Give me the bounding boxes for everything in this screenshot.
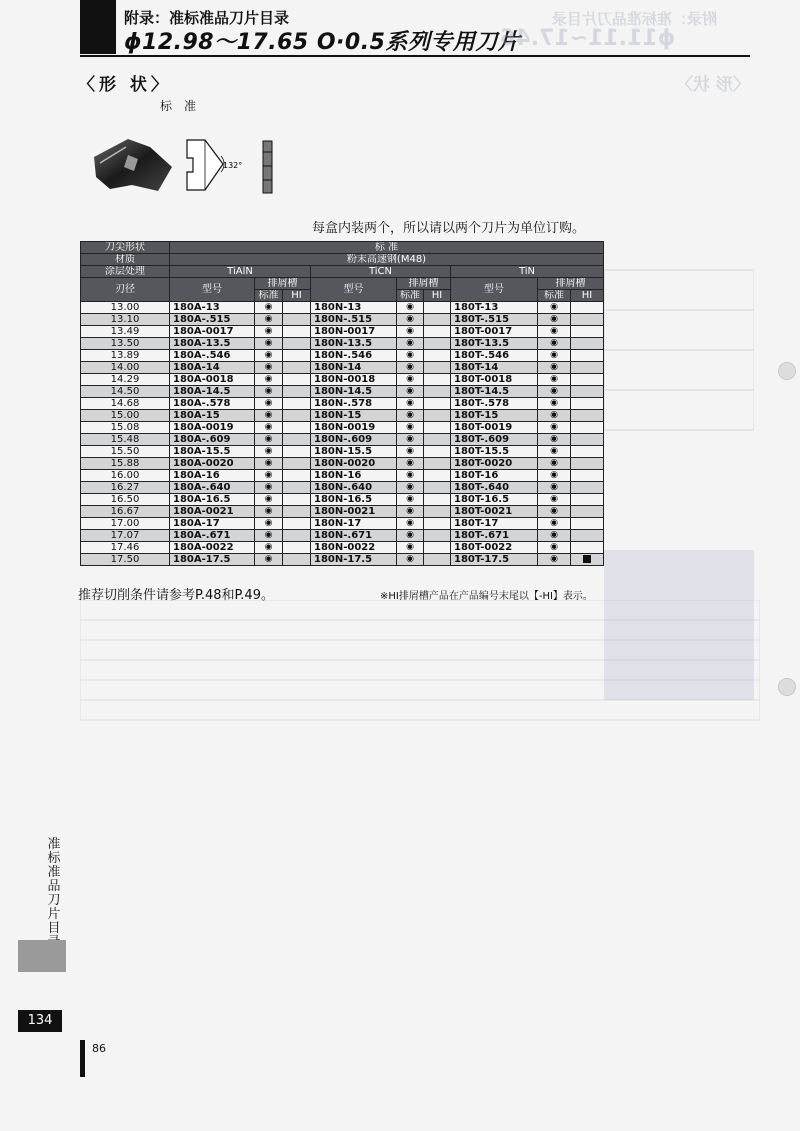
hi-mark-tin <box>571 302 604 314</box>
diameter-cell: 13.10 <box>81 314 170 326</box>
hi-mark-tin <box>571 458 604 470</box>
standard-mark-tialn: ◉ <box>255 470 283 482</box>
standard-mark-tialn: ◉ <box>255 494 283 506</box>
model-tialn-cell: 180A-.578 <box>170 398 255 410</box>
header-black-tab <box>80 0 116 54</box>
hi-mark-tialn <box>283 434 311 446</box>
hi-mark-ticn <box>424 482 451 494</box>
model-ticn-cell: 180N-17.5 <box>311 554 397 566</box>
hi-mark-ticn <box>424 530 451 542</box>
model-ticn-cell: 180N-14 <box>311 362 397 374</box>
hi-mark-tin <box>571 422 604 434</box>
hi-mark-ticn <box>424 554 451 566</box>
table-row <box>81 338 604 350</box>
model-ticn-cell: 180N-.515 <box>311 314 397 326</box>
header-rule <box>80 55 750 57</box>
table-row <box>81 374 604 386</box>
model-tialn-cell: 180A-15 <box>170 410 255 422</box>
header-groove-ticn: 排屑槽 <box>397 278 451 290</box>
hi-mark-ticn <box>424 506 451 518</box>
hi-mark-tin <box>571 350 604 362</box>
hi-mark-tin <box>571 542 604 554</box>
standard-mark-ticn: ◉ <box>397 410 424 422</box>
hi-mark-tin <box>571 398 604 410</box>
hi-mark-tialn <box>283 458 311 470</box>
model-tin-cell: 180T-16 <box>451 470 538 482</box>
model-ticn-cell: 180N-.609 <box>311 434 397 446</box>
standard-mark-tialn: ◉ <box>255 446 283 458</box>
standard-mark-tialn: ◉ <box>255 350 283 362</box>
table-row <box>81 362 604 374</box>
model-tialn-cell: 180A-0021 <box>170 506 255 518</box>
standard-mark-tin: ◉ <box>538 518 571 530</box>
header-hi-tialn: HI <box>283 290 311 302</box>
model-tialn-cell: 180A-.640 <box>170 482 255 494</box>
hi-mark-tialn <box>283 518 311 530</box>
model-tin-cell: 180T-.515 <box>451 314 538 326</box>
standard-mark-tialn: ◉ <box>255 410 283 422</box>
model-tialn-cell: 180A-14 <box>170 362 255 374</box>
page-number: 134 <box>18 1010 62 1032</box>
bottom-number: 86 <box>92 1042 106 1055</box>
binder-hole-bottom <box>778 678 796 696</box>
model-ticn-cell: 180N-.671 <box>311 530 397 542</box>
model-tin-cell: 180T-.546 <box>451 350 538 362</box>
header-model-tialn: 型号 <box>170 278 255 302</box>
hi-mark-ticn <box>424 458 451 470</box>
model-tialn-cell: 180A-.609 <box>170 434 255 446</box>
standard-mark-tin: ◉ <box>538 554 571 566</box>
model-tin-cell: 180T-0022 <box>451 542 538 554</box>
table-row <box>81 458 604 470</box>
model-ticn-cell: 180N-15 <box>311 410 397 422</box>
model-tialn-cell: 180A-.515 <box>170 314 255 326</box>
standard-mark-tialn: ◉ <box>255 506 283 518</box>
header-title: ϕ12.98～17.65 O·0.5系列专用刀片 <box>124 30 521 55</box>
standard-mark-ticn: ◉ <box>397 530 424 542</box>
hi-mark-tialn <box>283 470 311 482</box>
standard-mark-tin: ◉ <box>538 350 571 362</box>
model-tialn-cell: 180A-17 <box>170 518 255 530</box>
standard-mark-ticn: ◉ <box>397 422 424 434</box>
standard-mark-tialn: ◉ <box>255 338 283 350</box>
insert-photo <box>88 133 176 195</box>
hi-mark-tialn <box>283 446 311 458</box>
standard-mark-tialn: ◉ <box>255 398 283 410</box>
diameter-cell: 15.50 <box>81 446 170 458</box>
standard-mark-tin: ◉ <box>538 470 571 482</box>
hi-mark-tin <box>571 530 604 542</box>
hi-mark-tialn <box>283 326 311 338</box>
model-ticn-cell: 180N-0020 <box>311 458 397 470</box>
standard-mark-ticn: ◉ <box>397 314 424 326</box>
standard-mark-ticn: ◉ <box>397 302 424 314</box>
header-standard-tialn: 标准 <box>255 290 283 302</box>
standard-mark-tin: ◉ <box>538 482 571 494</box>
side-tab-label: 准标准品刀片目 <box>47 837 61 936</box>
bleed-through-header: 附录：准标准品刀片目录 <box>552 10 718 28</box>
standard-mark-ticn: ◉ <box>397 506 424 518</box>
diameter-cell: 14.29 <box>81 374 170 386</box>
header-model-ticn: 型号 <box>311 278 397 302</box>
table-row <box>81 482 604 494</box>
standard-mark-tialn: ◉ <box>255 458 283 470</box>
shape-section-title: 〈形 状〉 <box>78 75 172 95</box>
table-row <box>81 350 604 362</box>
angle-label: 132° <box>223 161 243 170</box>
standard-mark-tin: ◉ <box>538 506 571 518</box>
side-tab-marker <box>18 940 66 972</box>
standard-mark-ticn: ◉ <box>397 494 424 506</box>
header-coating: 涂层处理 <box>81 266 170 278</box>
table-row <box>81 314 604 326</box>
coating-tialn: TiAlN <box>170 266 311 278</box>
hi-mark-tialn <box>283 506 311 518</box>
standard-mark-ticn: ◉ <box>397 518 424 530</box>
model-ticn-cell: 180N-13.5 <box>311 338 397 350</box>
standard-mark-tialn: ◉ <box>255 386 283 398</box>
hi-mark-tialn <box>283 494 311 506</box>
material-value: 粉末高速钢(M48) <box>170 254 604 266</box>
table-row <box>81 410 604 422</box>
standard-mark-tialn: ◉ <box>255 518 283 530</box>
standard-mark-tialn: ◉ <box>255 314 283 326</box>
standard-mark-tialn: ◉ <box>255 374 283 386</box>
hi-mark-ticn <box>424 374 451 386</box>
diameter-cell: 15.00 <box>81 410 170 422</box>
standard-mark-tialn: ◉ <box>255 530 283 542</box>
standard-mark-ticn: ◉ <box>397 350 424 362</box>
table-row <box>81 470 604 482</box>
hi-mark-tialn <box>283 338 311 350</box>
standard-mark-tin: ◉ <box>538 422 571 434</box>
header-tip-shape: 刀尖形状 <box>81 242 170 254</box>
standard-mark-tialn: ◉ <box>255 302 283 314</box>
standard-mark-tin: ◉ <box>538 542 571 554</box>
standard-mark-ticn: ◉ <box>397 446 424 458</box>
table-row <box>81 530 604 542</box>
model-ticn-cell: 180N-.546 <box>311 350 397 362</box>
hi-mark-tialn <box>283 530 311 542</box>
hi-mark-tin <box>571 374 604 386</box>
model-tin-cell: 180T-0019 <box>451 422 538 434</box>
model-tialn-cell: 180A-16.5 <box>170 494 255 506</box>
standard-mark-ticn: ◉ <box>397 338 424 350</box>
standard-mark-tin: ◉ <box>538 410 571 422</box>
standard-mark-tialn: ◉ <box>255 326 283 338</box>
hi-mark-tialn <box>283 422 311 434</box>
model-tialn-cell: 180A-17.5 <box>170 554 255 566</box>
standard-mark-tin: ◉ <box>538 446 571 458</box>
diameter-cell: 14.50 <box>81 386 170 398</box>
hi-mark-tin <box>571 314 604 326</box>
hi-mark-tin <box>571 362 604 374</box>
table-row <box>81 326 604 338</box>
model-ticn-cell: 180N-14.5 <box>311 386 397 398</box>
model-tin-cell: 180T-.640 <box>451 482 538 494</box>
standard-mark-tin: ◉ <box>538 338 571 350</box>
standard-mark-tin: ◉ <box>538 386 571 398</box>
hi-square-icon <box>583 555 591 563</box>
standard-mark-tin: ◉ <box>538 530 571 542</box>
hi-mark-ticn <box>424 518 451 530</box>
hi-mark-tialn <box>283 398 311 410</box>
standard-mark-tialn: ◉ <box>255 362 283 374</box>
coating-ticn: TiCN <box>311 266 451 278</box>
diameter-cell: 15.88 <box>81 458 170 470</box>
header-hi-tin: HI <box>571 290 604 302</box>
standard-mark-tialn: ◉ <box>255 542 283 554</box>
header-standard-ticn: 标准 <box>397 290 424 302</box>
model-tin-cell: 180T-0018 <box>451 374 538 386</box>
hi-mark-ticn <box>424 362 451 374</box>
hi-mark-tin <box>571 554 604 566</box>
header-groove-tin: 排屑槽 <box>538 278 604 290</box>
table-row <box>81 518 604 530</box>
standard-mark-ticn: ◉ <box>397 434 424 446</box>
diameter-cell: 17.46 <box>81 542 170 554</box>
hi-mark-ticn <box>424 338 451 350</box>
insert-spec-table <box>80 241 604 566</box>
hi-mark-tialn <box>283 362 311 374</box>
hi-mark-ticn <box>424 398 451 410</box>
hi-mark-tin <box>571 326 604 338</box>
model-ticn-cell: 180N-0021 <box>311 506 397 518</box>
hi-mark-tialn <box>283 410 311 422</box>
coating-tin: TiN <box>451 266 604 278</box>
hi-mark-tin <box>571 410 604 422</box>
hi-mark-tin <box>571 386 604 398</box>
header-subtitle: 附录：准标准品刀片目录 <box>124 9 290 27</box>
model-tin-cell: 180T-15.5 <box>451 446 538 458</box>
hi-mark-ticn <box>424 446 451 458</box>
model-tin-cell: 180T-13.5 <box>451 338 538 350</box>
diameter-cell: 15.08 <box>81 422 170 434</box>
hi-mark-tialn <box>283 350 311 362</box>
bleed-through-table-lower <box>80 600 760 740</box>
hi-mark-tin <box>571 446 604 458</box>
model-tialn-cell: 180A-15.5 <box>170 446 255 458</box>
hi-mark-ticn <box>424 350 451 362</box>
model-tialn-cell: 180A-.671 <box>170 530 255 542</box>
header-diameter: 刃径 <box>81 278 170 302</box>
standard-mark-ticn: ◉ <box>397 458 424 470</box>
model-ticn-cell: 180N-0022 <box>311 542 397 554</box>
hi-groove-note: ※HI排屑槽产品在产品编号末尾以【-HI】表示。 <box>380 591 593 602</box>
diameter-cell: 17.50 <box>81 554 170 566</box>
model-tialn-cell: 180A-14.5 <box>170 386 255 398</box>
model-tialn-cell: 180A-0018 <box>170 374 255 386</box>
model-tin-cell: 180T-.671 <box>451 530 538 542</box>
hi-mark-tin <box>571 482 604 494</box>
hi-mark-tin <box>571 434 604 446</box>
model-tialn-cell: 180A-13.5 <box>170 338 255 350</box>
diameter-cell: 13.89 <box>81 350 170 362</box>
model-tialn-cell: 180A-.546 <box>170 350 255 362</box>
standard-mark-tialn: ◉ <box>255 422 283 434</box>
hi-mark-tin <box>571 518 604 530</box>
model-ticn-cell: 180N-0017 <box>311 326 397 338</box>
standard-mark-tin: ◉ <box>538 362 571 374</box>
diameter-cell: 16.27 <box>81 482 170 494</box>
model-tin-cell: 180T-13 <box>451 302 538 314</box>
diameter-cell: 13.00 <box>81 302 170 314</box>
standard-mark-ticn: ◉ <box>397 542 424 554</box>
header-hi-ticn: HI <box>424 290 451 302</box>
hi-mark-tialn <box>283 386 311 398</box>
standard-mark-ticn: ◉ <box>397 326 424 338</box>
table-row <box>81 542 604 554</box>
model-ticn-cell: 180N-16 <box>311 470 397 482</box>
hi-mark-ticn <box>424 422 451 434</box>
diameter-cell: 17.00 <box>81 518 170 530</box>
model-tialn-cell: 180A-13 <box>170 302 255 314</box>
hi-mark-tin <box>571 506 604 518</box>
model-tin-cell: 180T-17.5 <box>451 554 538 566</box>
cutting-conditions-note: 推荐切削条件请参考P.48和P.49。 <box>78 588 274 603</box>
diameter-cell: 14.00 <box>81 362 170 374</box>
standard-mark-tin: ◉ <box>538 314 571 326</box>
model-tialn-cell: 180A-0022 <box>170 542 255 554</box>
diameter-cell: 14.68 <box>81 398 170 410</box>
standard-mark-tin: ◉ <box>538 434 571 446</box>
bleed-through-title: ϕ11.11~17.46 <box>500 26 676 51</box>
hi-mark-tin <box>571 494 604 506</box>
table-row <box>81 422 604 434</box>
model-ticn-cell: 180N-17 <box>311 518 397 530</box>
standard-mark-tialn: ◉ <box>255 554 283 566</box>
tip-shape-value: 标 准 <box>170 242 604 254</box>
hi-mark-ticn <box>424 494 451 506</box>
bottom-bar <box>80 1040 85 1077</box>
table-row <box>81 446 604 458</box>
header-standard-tin: 标准 <box>538 290 571 302</box>
header-model-tin: 型号 <box>451 278 538 302</box>
insert-profile-drawing <box>183 138 243 194</box>
standard-mark-ticn: ◉ <box>397 374 424 386</box>
hi-mark-ticn <box>424 386 451 398</box>
bleed-through-shape: 〈形 状〉 <box>676 75 750 95</box>
model-ticn-cell: 180N-0019 <box>311 422 397 434</box>
standard-mark-ticn: ◉ <box>397 482 424 494</box>
model-ticn-cell: 180N-0018 <box>311 374 397 386</box>
hi-mark-ticn <box>424 542 451 554</box>
model-tin-cell: 180T-14.5 <box>451 386 538 398</box>
model-ticn-cell: 180N-13 <box>311 302 397 314</box>
model-tin-cell: 180T-16.5 <box>451 494 538 506</box>
hi-mark-tialn <box>283 482 311 494</box>
hi-mark-tialn <box>283 302 311 314</box>
hi-mark-tialn <box>283 542 311 554</box>
hi-mark-tin <box>571 470 604 482</box>
diameter-cell: 13.49 <box>81 326 170 338</box>
header-material: 材质 <box>81 254 170 266</box>
table-row <box>81 302 604 314</box>
standard-mark-tin: ◉ <box>538 494 571 506</box>
model-ticn-cell: 180N-.640 <box>311 482 397 494</box>
standard-mark-ticn: ◉ <box>397 386 424 398</box>
model-tin-cell: 180T-.578 <box>451 398 538 410</box>
standard-mark-ticn: ◉ <box>397 554 424 566</box>
standard-mark-tin: ◉ <box>538 398 571 410</box>
diameter-cell: 13.50 <box>81 338 170 350</box>
hi-mark-ticn <box>424 434 451 446</box>
model-tialn-cell: 180A-0017 <box>170 326 255 338</box>
model-ticn-cell: 180N-15.5 <box>311 446 397 458</box>
hi-mark-ticn <box>424 410 451 422</box>
hi-mark-ticn <box>424 314 451 326</box>
standard-mark-tin: ◉ <box>538 374 571 386</box>
hi-mark-ticn <box>424 302 451 314</box>
hi-mark-tialn <box>283 374 311 386</box>
standard-label: 标准 <box>160 99 209 113</box>
table-row <box>81 506 604 518</box>
model-tin-cell: 180T-14 <box>451 362 538 374</box>
model-tin-cell: 180T-0017 <box>451 326 538 338</box>
diameter-cell: 15.48 <box>81 434 170 446</box>
standard-mark-tialn: ◉ <box>255 434 283 446</box>
hi-mark-tialn <box>283 554 311 566</box>
table-row <box>81 398 604 410</box>
standard-mark-tin: ◉ <box>538 458 571 470</box>
standard-mark-ticn: ◉ <box>397 470 424 482</box>
insert-side-drawing <box>262 140 274 196</box>
model-ticn-cell: 180N-16.5 <box>311 494 397 506</box>
table-row <box>81 386 604 398</box>
standard-mark-ticn: ◉ <box>397 398 424 410</box>
standard-mark-ticn: ◉ <box>397 362 424 374</box>
diameter-cell: 16.67 <box>81 506 170 518</box>
table-row <box>81 554 604 566</box>
diameter-cell: 16.00 <box>81 470 170 482</box>
standard-mark-tin: ◉ <box>538 302 571 314</box>
standard-mark-tialn: ◉ <box>255 482 283 494</box>
model-tialn-cell: 180A-0019 <box>170 422 255 434</box>
diameter-cell: 17.07 <box>81 530 170 542</box>
standard-mark-tin: ◉ <box>538 326 571 338</box>
hi-mark-ticn <box>424 470 451 482</box>
hi-mark-tialn <box>283 314 311 326</box>
hi-mark-ticn <box>424 326 451 338</box>
model-tin-cell: 180T-17 <box>451 518 538 530</box>
table-row <box>81 434 604 446</box>
binder-hole-top <box>778 362 796 380</box>
diameter-cell: 16.50 <box>81 494 170 506</box>
model-ticn-cell: 180N-.578 <box>311 398 397 410</box>
model-tin-cell: 180T-15 <box>451 410 538 422</box>
model-tialn-cell: 180A-16 <box>170 470 255 482</box>
table-row <box>81 494 604 506</box>
model-tin-cell: 180T-0020 <box>451 458 538 470</box>
order-note: 每盒内装两个，所以请以两个刀片为单位订购。 <box>312 221 586 236</box>
hi-mark-tin <box>571 338 604 350</box>
model-tin-cell: 180T-0021 <box>451 506 538 518</box>
header-groove-tialn: 排屑槽 <box>255 278 311 290</box>
model-tin-cell: 180T-.609 <box>451 434 538 446</box>
model-tialn-cell: 180A-0020 <box>170 458 255 470</box>
